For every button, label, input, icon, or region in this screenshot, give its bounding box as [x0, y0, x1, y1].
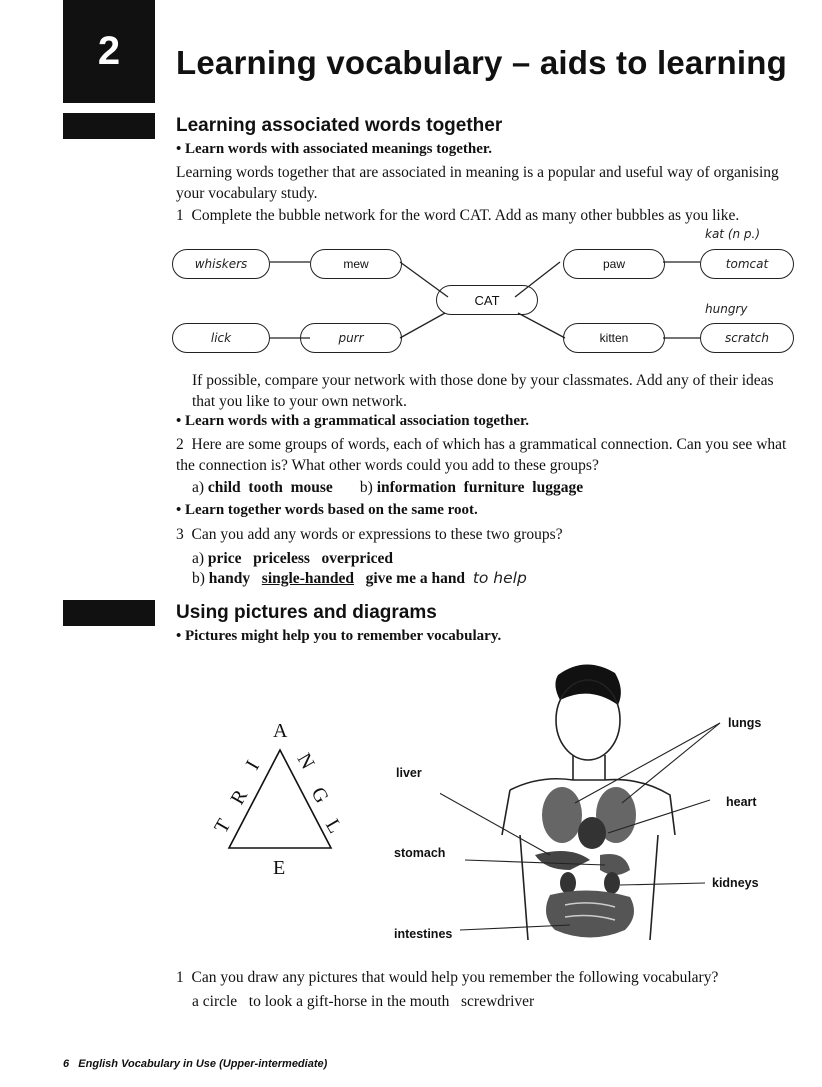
- handwritten-note: hungry: [705, 302, 748, 316]
- footer: [63, 1058, 327, 1070]
- page-number: 6: [63, 1058, 70, 1070]
- unit-number: 2: [97, 29, 121, 73]
- exercise-3-group-b: b) handy single-handed give me a hand to help: [192, 569, 527, 587]
- bubble-mew: mew: [310, 249, 402, 279]
- organ-label-kidneys: kidneys: [712, 876, 759, 890]
- bullet-point: • Learn words with a grammatical association together.: [176, 413, 530, 429]
- book-title: English Vocabulary in Use (Upper-intermediate): [78, 1058, 328, 1070]
- bullet-point: • Pictures might help you to remember vocabulary.: [176, 628, 502, 644]
- section-heading: Using pictures and diagrams: [176, 602, 437, 623]
- body-diagram: [440, 655, 740, 955]
- triangle-letter: I: [241, 756, 265, 774]
- paragraph: Learning words together that are associated in meaning is a popular and useful way of organising your vocabulary study.: [176, 164, 779, 202]
- section-marker: [63, 600, 155, 626]
- bubble-kitten: kitten: [563, 323, 665, 353]
- triangle-letter: T: [210, 815, 236, 838]
- exercise-3: 3 Can you add any words or expressions to these two groups?: [176, 526, 563, 543]
- bubble-lick: lick: [172, 323, 270, 353]
- exercise-2-groups: a) child tooth mouse b) information furniture luggage: [192, 479, 584, 496]
- exercise-3-group-a: a) price priceless overpriced: [192, 550, 393, 567]
- unit-number-box: [63, 0, 155, 103]
- paragraph: If possible, compare your network with those done by your classmates. Add any of their ideas that you like to your own network.: [192, 372, 774, 410]
- organ-label-liver: liver: [396, 766, 422, 780]
- organ-label-stomach: stomach: [394, 846, 446, 860]
- bubble-whiskers: whiskers: [172, 249, 270, 279]
- exercise-2: 2 Here are some groups of words, each of which has a grammatical connection. Can you see what the connection is? What other words could you add to these groups?: [176, 436, 787, 474]
- bullet-point: • Learn together words based on the same root.: [176, 502, 478, 518]
- triangle-letter: N: [292, 749, 319, 774]
- bubble-cat: CAT: [436, 285, 538, 315]
- exercise-1b-items: a circle to look a gift-horse in the mouth screwdriver: [192, 993, 535, 1010]
- bubble-scratch: scratch: [700, 323, 794, 353]
- triangle-letter: L: [320, 815, 347, 838]
- bullet-point: • Learn words with associated meanings together.: [176, 141, 492, 157]
- triangle-letter: E: [273, 857, 286, 879]
- triangle-letter: A: [273, 720, 288, 742]
- section-heading: Learning associated words together: [176, 115, 503, 136]
- exercise-1b: 1 Can you draw any pictures that would help you remember the following vocabulary?: [176, 969, 719, 986]
- bubble-purr: purr: [300, 323, 402, 353]
- bubble-paw: paw: [563, 249, 665, 279]
- section-marker: [63, 113, 155, 139]
- triangle-letter: R: [226, 785, 253, 809]
- handwritten-note: kat (n p.): [705, 227, 761, 241]
- bubble-tomcat: tomcat: [700, 249, 794, 279]
- organ-label-lungs: lungs: [728, 716, 762, 730]
- triangle-letter: G: [306, 783, 333, 808]
- exercise-1: 1 Complete the bubble network for the word CAT. Add as many other bubbles as you like.: [176, 207, 740, 224]
- organ-label-heart: heart: [726, 795, 757, 809]
- unit-title: Learning vocabulary – aids to learning: [176, 44, 787, 81]
- organ-label-intestines: intestines: [394, 927, 453, 941]
